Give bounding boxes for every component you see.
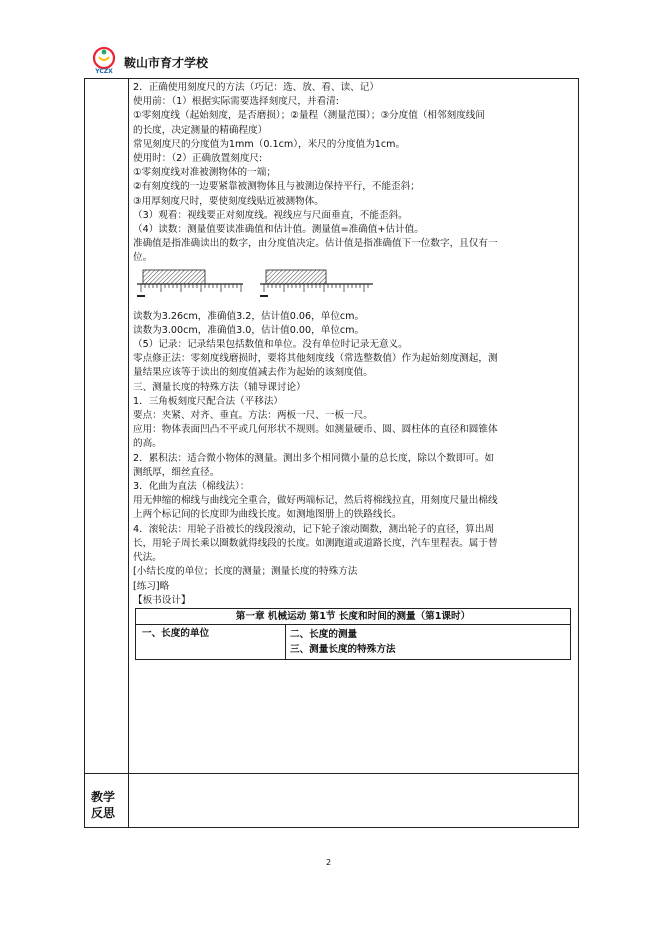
text-line: 上两个标记间的长度即为曲线长度。如测地图册上的铁路线长。 (133, 509, 402, 521)
text-line: 3．化曲为直法（棉线法）： (133, 481, 250, 493)
text-line: 常见刻度尺的分度值为1mm（0.1cm），米尺的分度值为1cm。 (133, 138, 406, 150)
board-right-cell (286, 625, 570, 659)
lesson-table (84, 78, 579, 828)
ruler-figures (133, 266, 573, 310)
ruler-1-ticks (141, 284, 241, 292)
reflection-label-line-1: 教学 (91, 790, 116, 804)
text-line: （5）记录：记录结果包括数值和单位。没有单位时记录无意义。 (133, 339, 408, 351)
text-line: 用无伸缩的棉线与曲线完全重合，做好两端标记，然后将棉线拉直，用刻度尺量出棉线 (133, 495, 498, 507)
text-line: 代法。 (133, 552, 162, 564)
ruler-2-ticks (264, 284, 368, 292)
left-column (85, 79, 129, 827)
text-line: ①零刻度线对准被测物体的一端； (133, 167, 276, 179)
ruler-diagram (133, 266, 573, 310)
blackboard-design-table (135, 608, 571, 660)
text-line: 量结果应该等于读出的刻度值减去作为起始的该刻度值。 (133, 367, 373, 379)
measured-object-1 (143, 270, 205, 284)
text-line: 位。 (133, 252, 153, 264)
text-line: 读数为3.26cm，准确值3.2，估计值0.06，单位cm。 (133, 310, 365, 322)
lesson-content (133, 81, 573, 660)
text-line: （3）观看：视线要正对刻度线。视线应与尺面垂直，不能歪斜。 (133, 209, 408, 221)
text-line: 长，用轮子周长乘以圈数就得线段的长度。如测跑道或道路长度，汽车里程表。属于替 (133, 537, 498, 549)
text-line: 的长度，决定测量的精确程度） (133, 124, 268, 136)
reflection-label (91, 789, 115, 821)
text-line: 使用时：（2）正确放置刻度尺: (133, 153, 263, 165)
text-line: 2．累积法：适合微小物体的测量。测出多个相同微小量的总长度，除以个数即可。如 (133, 452, 495, 464)
text-line: 使用前：（1）根据实际需要选择刻度尺，并看清: (133, 96, 340, 108)
text-line: [小结长度的单位；长度的测量；测量长度的特殊方法 (133, 566, 358, 578)
board-right-line: 二、长度的测量 (290, 628, 358, 640)
board-left-cell: 一、长度的单位 (136, 625, 286, 659)
text-line: 4．滚轮法：用轮子沿被长的线段滚动，记下轮子滚动圈数，测出轮子的直径，算出周 (133, 523, 495, 535)
text-line: 测纸厚，细丝直径。 (133, 466, 220, 478)
board-right-line: 三、测量长度的特殊方法 (290, 643, 396, 655)
board-title: 第一章 机械运动 第1节 长度和时间的测量（第1课时） (136, 609, 570, 625)
text-line: 应用：物体表面凹凸不平或几何形状不规则。如测量硬币、圆、圆柱体的直径和圆锥体 (133, 424, 498, 436)
text-line: （4）读数：测量值要读准确值和估计值。测量值=准确值+估计值。 (133, 224, 424, 236)
text-line: ①零刻度线（起始刻度，是否磨损）；②量程（测量范围）；③分度值（相邻刻度线间 (133, 110, 485, 122)
reflection-label-line-2: 反思 (91, 806, 116, 820)
page-header (84, 44, 579, 79)
text-line: 要点：夹紧、对齐、垂直。方法：两板一尺、一板一尺。 (133, 410, 373, 422)
board-body (136, 625, 570, 659)
text-line: 1．三角板刻度尺配合法（平移法） (133, 395, 284, 407)
page-number: 2 (326, 858, 332, 867)
text-line: ②有刻度线的一边要紧靠被测物体且与被测边保持平行，不能歪斜； (133, 181, 420, 193)
text-line: 准确值是指准确读出的数字，由分度值决定。估计值是指准确值下一位数字，且仅有一 (133, 238, 498, 250)
text-line: 【板书设计】 (133, 594, 191, 606)
text-line: [练习]略 (133, 580, 170, 592)
text-line: 读数为3.00cm，准确值3.0，估计值0.00，单位cm。 (133, 324, 365, 336)
school-name: 鞍山市育才学校 (124, 56, 209, 70)
text-line: 零点修正法：零刻度线磨损时，要将其他刻度线（常选整数值）作为起始刻度测起，测 (133, 353, 498, 365)
text-line: 的高。 (133, 438, 162, 450)
text-line: 三、测量长度的特殊方法（辅导课讨论） (133, 381, 306, 393)
text-line: ③用厚刻度尺时，要使刻度线贴近被测物体。 (133, 195, 324, 207)
text-line: 2．正确使用刻度尺的方法（巧记：选、放、看、读、记） (133, 82, 379, 93)
row-divider (85, 773, 578, 774)
logo-text: YCZX (95, 68, 113, 74)
measured-object-2 (266, 270, 326, 284)
school-logo-icon (90, 46, 118, 74)
